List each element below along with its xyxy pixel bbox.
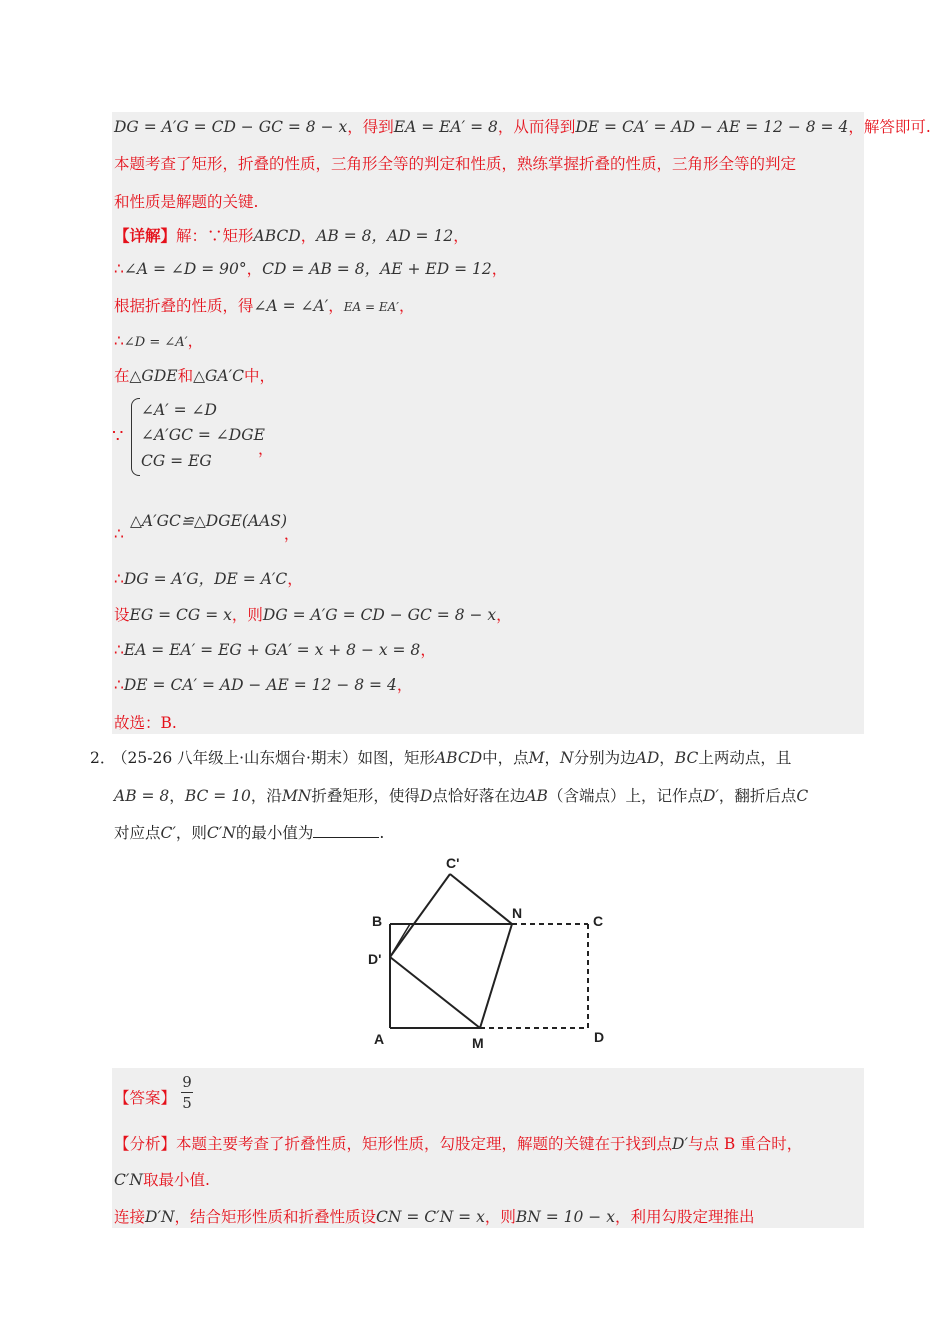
label-C: C xyxy=(593,913,604,929)
edge-NM xyxy=(480,924,512,1028)
label-A: A xyxy=(374,1031,385,1047)
solution-line: 本题考查了矩形，折叠的性质，三角形全等的判定和性质，熟练掌握折叠的性质，三角形全等的判定 xyxy=(114,155,797,173)
brace-row: CG = EG xyxy=(141,452,212,470)
brace xyxy=(131,398,140,476)
answer-label: 【答案】 xyxy=(114,1089,177,1107)
detail-label: 【详解】 xyxy=(114,226,177,245)
question-number: 2． xyxy=(90,749,116,767)
solution-line: ∴DG = A′G，DE = A′C， xyxy=(114,570,303,588)
edge-B-fold xyxy=(390,924,410,957)
solution-line: △A′GC≌△DGE(AAS) xyxy=(130,512,288,530)
label-N: N xyxy=(512,905,523,921)
edge-C-prime-N xyxy=(450,874,512,924)
label-D: D xyxy=(594,1029,605,1045)
geometry-figure xyxy=(360,852,620,1052)
edge-D-prime-C-prime xyxy=(390,874,450,957)
because-symbol: ∵ xyxy=(112,426,124,447)
brace-row: ∠A′GC = ∠DGE xyxy=(141,426,265,444)
solution-line: 故选：B. xyxy=(114,714,177,732)
edge-D-prime-M xyxy=(390,957,480,1028)
label-B: B xyxy=(372,913,383,929)
answer-fraction: 9 5 xyxy=(182,1073,192,1112)
analysis-line: C′N取最小值. xyxy=(114,1171,210,1189)
solution-line: ∴∠D = ∠A′， xyxy=(114,332,204,350)
answer-blank xyxy=(313,823,379,838)
question-line: （25-26 八年级上·山东烟台·期末）如图，矩形ABCD中，点M，N分别为边AD，BC上两动点，且 xyxy=(112,749,792,767)
analysis-line: 【分析】本题主要考查了折叠性质，矩形性质，勾股定理，解题的关键在于找到点D′与点 B 重合时， xyxy=(114,1135,803,1153)
question-line: 对应点C′，则C′N的最小值为 . xyxy=(114,824,385,842)
label-M: M xyxy=(472,1035,484,1051)
solution-line: 【详解】解：∵矩形ABCD，AB = 8，AD = 12， xyxy=(114,226,469,245)
label-D-prime: D' xyxy=(368,951,382,967)
analysis-line: 连接D′N，结合矩形性质和折叠性质设CN = C′N = x，则BN = 10 − x，利用勾股定理推出 xyxy=(114,1208,755,1226)
solution-line: ∴ ， xyxy=(114,525,300,543)
solution-line: ∴DE = CA′ = AD − AE = 12 − 8 = 4， xyxy=(114,676,413,694)
question-line: AB = 8，BC = 10，沿MN折叠矩形，使得D点恰好落在边AB（含端点）上，记作点D′，翻折后点C xyxy=(114,787,809,805)
solution-line: 在△GDE和△GA′C中， xyxy=(114,367,275,385)
brace-end: ， xyxy=(258,440,274,458)
solution-line: ∴EA = EA′ = EG + GA′ = x + 8 − x = 8， xyxy=(114,641,436,659)
solution-line: ∴∠A = ∠D = 90°，CD = AB = 8，AE + ED = 12， xyxy=(114,260,508,278)
solution-line: 和性质是解题的关键. xyxy=(114,193,259,211)
solution-line: 设EG = CG = x，则DG = A′G = CD − GC = 8 − x， xyxy=(114,606,512,624)
label-C-prime: C' xyxy=(446,855,460,871)
analysis-label: 【分析】 xyxy=(114,1135,177,1153)
solution-line: 根据折叠的性质，得∠A = ∠A′，EA = EA′， xyxy=(114,297,415,315)
brace-row: ∠A′ = ∠D xyxy=(141,401,217,419)
solution-line: DG = A′G = CD − GC = 8 − x，得到EA = EA′ = 8，从而得到DE = CA′ = AD − AE = 12 − 8 = 4，解答即可. xyxy=(114,118,931,136)
